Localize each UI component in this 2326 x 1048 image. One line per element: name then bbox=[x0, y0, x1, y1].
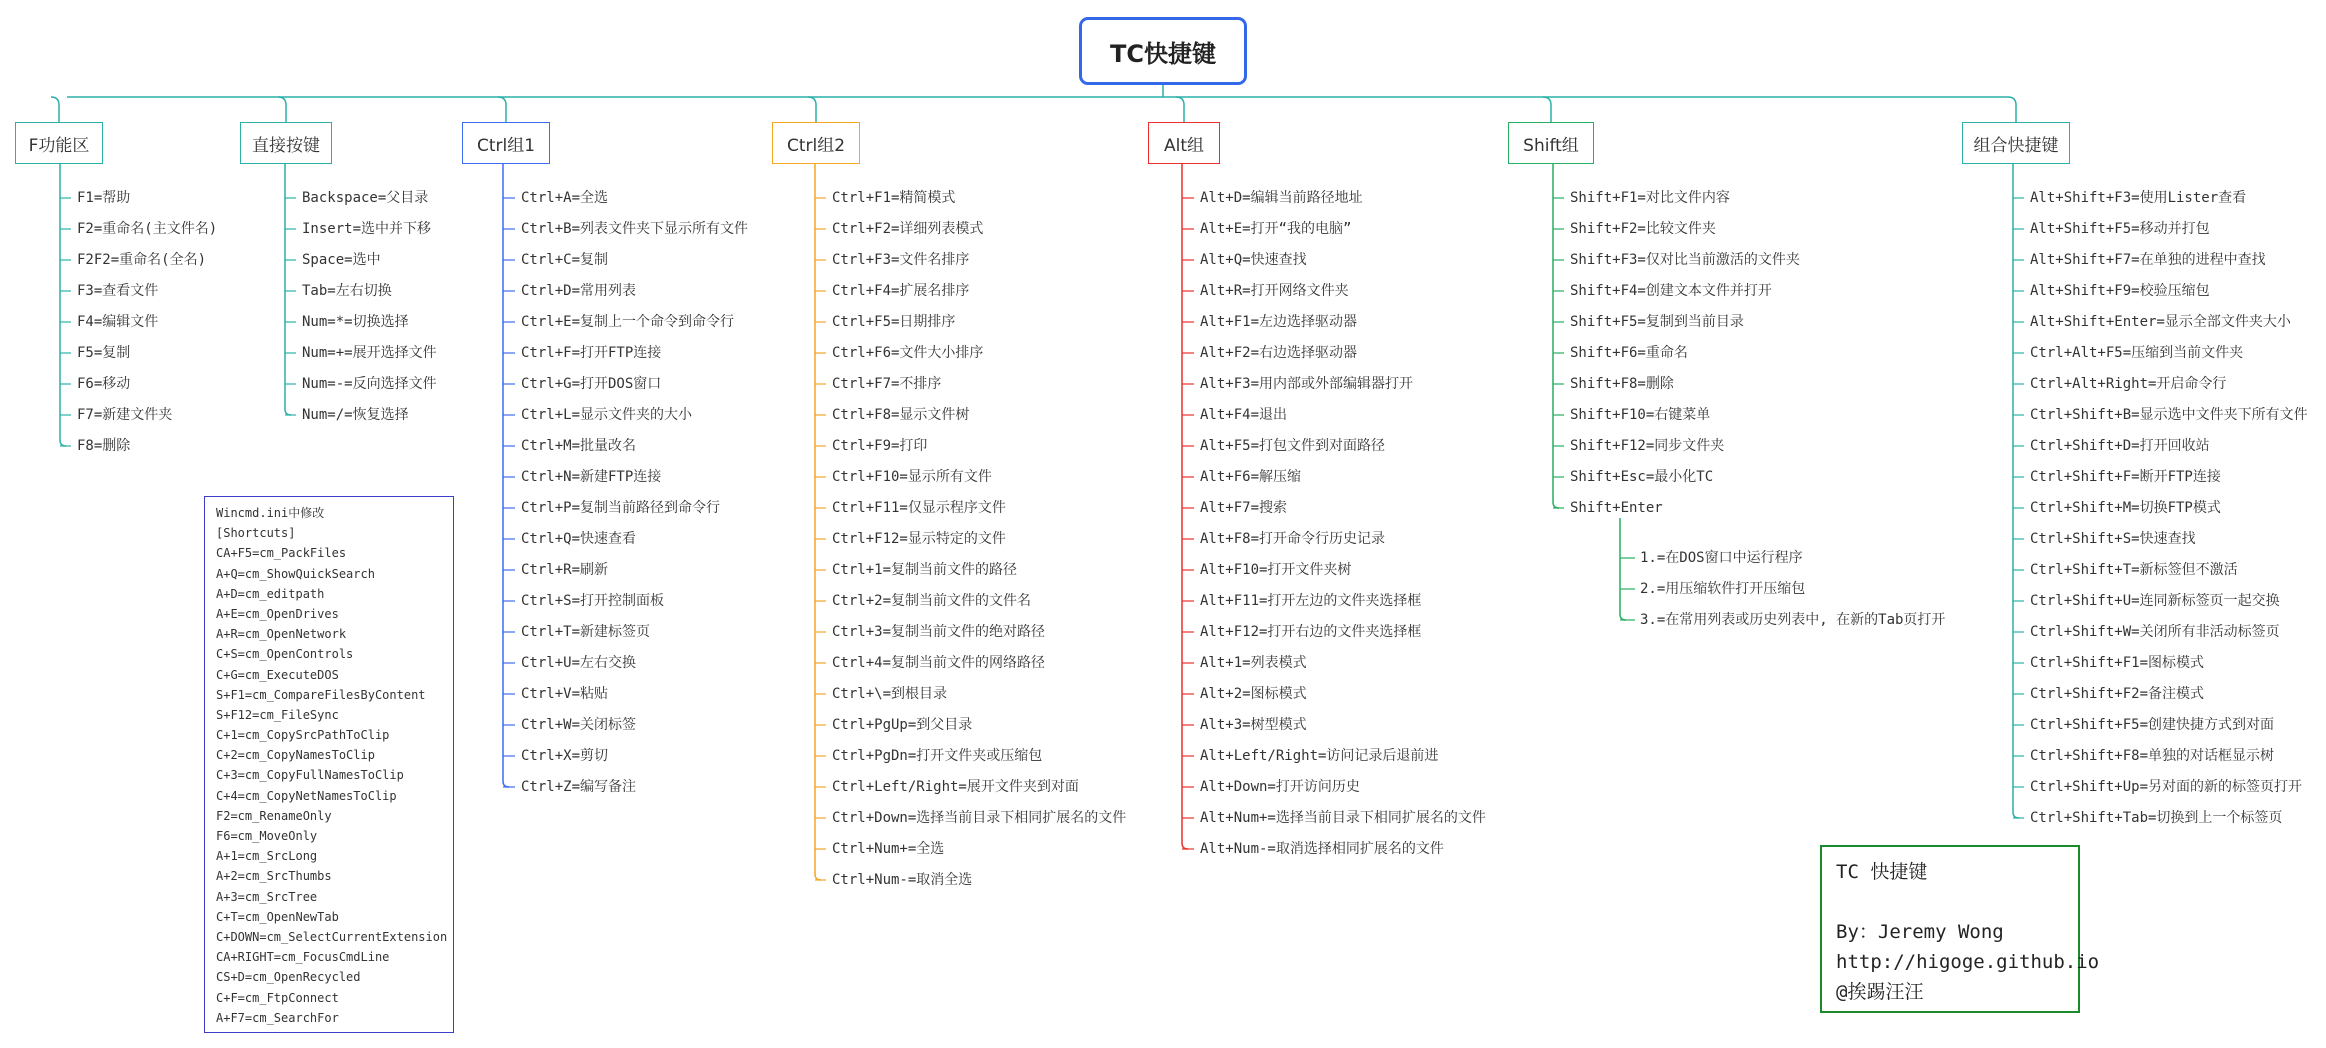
leaf-item[interactable]: Ctrl+2=复制当前文件的文件名 bbox=[832, 593, 1032, 609]
leaf-item[interactable]: Ctrl+W=关闭标签 bbox=[521, 717, 637, 733]
note-line: C+F=cm_FtpConnect bbox=[216, 990, 339, 1005]
leaf-item[interactable]: Alt+F5=打包文件到对面路径 bbox=[1200, 438, 1386, 454]
shift-branch bbox=[1543, 97, 1551, 122]
leaf-item[interactable]: Ctrl+F8=显示文件树 bbox=[832, 407, 970, 423]
leaf-item[interactable]: Ctrl+M=批量改名 bbox=[521, 438, 637, 454]
credit-author: By：Jeremy Wong bbox=[1836, 921, 2004, 943]
group-node-combo[interactable]: 组合快捷键 bbox=[1962, 122, 2070, 164]
note-line: C+2=cm_CopyNamesToClip bbox=[216, 748, 375, 763]
leaf-item[interactable]: Alt+Shift+F7=在单独的进程中查找 bbox=[2030, 252, 2266, 268]
note-line: C+T=cm_OpenNewTab bbox=[216, 909, 339, 924]
leaf-item[interactable]: Alt+Left/Right=访问记录后退前进 bbox=[1200, 748, 1439, 764]
f-spine bbox=[60, 164, 66, 446]
leaf-item[interactable]: Ctrl+L=显示文件夹的大小 bbox=[521, 407, 693, 423]
leaf-item[interactable]: Ctrl+F3=文件名排序 bbox=[832, 252, 970, 268]
credit-title: TC 快捷键 bbox=[1836, 861, 1928, 883]
shift-enter-spine bbox=[1620, 518, 1626, 620]
leaf-item[interactable]: Ctrl+F=打开FTP连接 bbox=[521, 345, 662, 361]
leaf-item[interactable]: Ctrl+Down=选择当前目录下相同扩展名的文件 bbox=[832, 810, 1127, 826]
leaf-item[interactable]: Ctrl+Shift+F=断开FTP连接 bbox=[2030, 469, 2221, 485]
leaf-item[interactable]: Ctrl+Shift+W=关闭所有非活动标签页 bbox=[2030, 624, 2280, 640]
leaf-item[interactable]: Alt+F10=打开文件夹树 bbox=[1200, 562, 1352, 578]
leaf-item[interactable]: Ctrl+Shift+F1=图标模式 bbox=[2030, 655, 2205, 671]
leaf-item[interactable]: Ctrl+N=新建FTP连接 bbox=[521, 469, 662, 485]
leaf-item[interactable]: F4=编辑文件 bbox=[77, 314, 159, 330]
leaf-item[interactable]: Ctrl+F11=仅显示程序文件 bbox=[832, 500, 1006, 516]
leaf-item[interactable]: Alt+F8=打开命令行历史记录 bbox=[1200, 531, 1386, 547]
note-line: CA+RIGHT=cm_FocusCmdLine bbox=[216, 950, 390, 965]
note-line: A+3=cm_SrcTree bbox=[216, 889, 318, 904]
leaf-item[interactable]: F2F2=重命名(全名) bbox=[77, 252, 207, 268]
alt-spine bbox=[1182, 164, 1188, 849]
leaf-item[interactable]: Ctrl+G=打开DOS窗口 bbox=[521, 376, 662, 392]
leaf-item[interactable]: Ctrl+F9=打印 bbox=[832, 438, 928, 454]
leaf-item[interactable]: Alt+F1=左边选择驱动器 bbox=[1200, 314, 1358, 330]
leaf-item[interactable]: Ctrl+Shift+Up=另对面的新的标签页打开 bbox=[2030, 779, 2303, 795]
note-line: C+DOWN=cm_SelectCurrentExtension bbox=[216, 929, 448, 944]
note-line: C+S=cm_OpenControls bbox=[216, 647, 354, 662]
leaf-item[interactable]: Ctrl+F5=日期排序 bbox=[832, 314, 956, 330]
note-line: A+D=cm_editpath bbox=[216, 586, 325, 601]
direct-branch bbox=[278, 97, 286, 122]
leaf-item[interactable]: Num=-=反向选择文件 bbox=[302, 376, 437, 392]
leaf-item[interactable]: Shift+F2=比较文件夹 bbox=[1570, 221, 1716, 237]
leaf-item[interactable]: F8=删除 bbox=[77, 438, 131, 454]
leaf-item[interactable]: Ctrl+Shift+U=连同新标签页一起交换 bbox=[2030, 593, 2280, 609]
note-line: CA+F5=cm_PackFiles bbox=[216, 546, 347, 561]
ctrl2-spine bbox=[815, 164, 821, 880]
note-line: CS+D=cm_OpenRecycled bbox=[216, 970, 361, 985]
credit-box bbox=[1820, 845, 2100, 1013]
note-line: S+F1=cm_CompareFilesByContent bbox=[216, 687, 426, 702]
group-node-alt[interactable]: Alt组 bbox=[1148, 122, 1220, 164]
leaf-item[interactable]: Alt+F12=打开右边的文件夹选择框 bbox=[1200, 624, 1422, 640]
leaf-item[interactable]: Ctrl+D=常用列表 bbox=[521, 283, 637, 299]
leaf-item[interactable]: Shift+F5=复制到当前目录 bbox=[1570, 314, 1744, 330]
note-line: Wincmd.ini中修改 bbox=[216, 506, 325, 520]
leaf-item[interactable]: Ctrl+PgDn=打开文件夹或压缩包 bbox=[832, 748, 1043, 764]
leaf-item[interactable]: Ctrl+F7=不排序 bbox=[832, 376, 942, 392]
leaf-item[interactable]: Alt+F7=搜索 bbox=[1200, 500, 1288, 516]
leaf-item[interactable]: Alt+Num-=取消选择相同扩展名的文件 bbox=[1200, 841, 1444, 857]
leaf-item[interactable]: Ctrl+Shift+Tab=切换到上一个标签页 bbox=[2030, 810, 2283, 826]
f-branch bbox=[51, 97, 59, 122]
leaf-item[interactable]: Shift+Esc=最小化TC bbox=[1570, 469, 1714, 485]
leaf-item[interactable]: F1=帮助 bbox=[77, 190, 131, 206]
combo-spine bbox=[2013, 164, 2019, 818]
leaf-item[interactable]: Alt+Q=快速查找 bbox=[1200, 252, 1307, 268]
leaf-item[interactable]: Backspace=父目录 bbox=[302, 190, 429, 206]
leaf-item[interactable]: F7=新建文件夹 bbox=[77, 407, 173, 423]
group-node-ctrl1[interactable]: Ctrl组1 bbox=[462, 122, 550, 164]
sub-leaf-item[interactable]: 1.=在DOS窗口中运行程序 bbox=[1640, 550, 1803, 566]
note-line: F6=cm_MoveOnly bbox=[216, 829, 318, 843]
leaf-item[interactable]: Alt+3=树型模式 bbox=[1200, 717, 1307, 733]
leaf-item[interactable]: Alt+1=列表模式 bbox=[1200, 655, 1307, 671]
leaf-item[interactable]: F6=移动 bbox=[77, 376, 131, 392]
leaf-item[interactable]: Shift+F6=重命名 bbox=[1570, 345, 1688, 361]
leaf-item[interactable]: Ctrl+Num+=全选 bbox=[832, 841, 945, 857]
leaf-item[interactable]: Ctrl+Alt+Right=开启命令行 bbox=[2030, 376, 2227, 392]
leaf-item[interactable]: Shift+F10=右键菜单 bbox=[1570, 407, 1711, 423]
root-node[interactable]: TC快捷键 bbox=[1079, 17, 1247, 85]
leaf-item[interactable]: Ctrl+F6=文件大小排序 bbox=[832, 345, 984, 361]
note-line: A+E=cm_OpenDrives bbox=[216, 606, 339, 621]
leaf-item[interactable]: Ctrl+X=剪切 bbox=[521, 748, 609, 764]
leaf-item[interactable]: Ctrl+C=复制 bbox=[521, 252, 609, 268]
note-line: [Shortcuts] bbox=[216, 526, 296, 541]
leaf-item[interactable]: F2=重命名(主文件名) bbox=[77, 221, 218, 237]
leaf-item[interactable]: Alt+Num+=选择当前目录下相同扩展名的文件 bbox=[1200, 810, 1486, 826]
note-line: A+Q=cm_ShowQuickSearch bbox=[216, 566, 375, 581]
leaf-item[interactable]: Ctrl+Num-=取消全选 bbox=[832, 872, 973, 888]
alt-branch bbox=[1176, 97, 1184, 122]
leaf-item[interactable]: Alt+Shift+F9=校验压缩包 bbox=[2030, 283, 2210, 299]
leaf-item[interactable]: Ctrl+Shift+M=切换FTP模式 bbox=[2030, 500, 2221, 516]
leaf-item[interactable]: Shift+Enter bbox=[1570, 500, 1663, 516]
leaf-item[interactable]: Alt+Shift+F3=使用Lister查看 bbox=[2030, 190, 2247, 206]
leaf-item[interactable]: Ctrl+E=复制上一个命令到命令行 bbox=[521, 314, 735, 330]
leaf-item[interactable]: F3=查看文件 bbox=[77, 283, 159, 299]
leaf-item[interactable]: Ctrl+B=列表文件夹下显示所有文件 bbox=[521, 221, 749, 237]
leaf-item[interactable]: Ctrl+\=到根目录 bbox=[832, 686, 948, 702]
leaf-item[interactable]: Insert=选中并下移 bbox=[302, 221, 432, 237]
leaf-item[interactable]: Ctrl+Shift+F2=备注模式 bbox=[2030, 686, 2205, 702]
leaf-item[interactable]: Alt+R=打开网络文件夹 bbox=[1200, 283, 1349, 299]
leaf-item[interactable]: Ctrl+F1=精简模式 bbox=[832, 190, 956, 206]
note-line: A+F7=cm_SearchFor bbox=[216, 1010, 339, 1025]
leaf-item[interactable]: Ctrl+Alt+F5=压缩到当前文件夹 bbox=[2030, 345, 2244, 361]
leaf-item[interactable]: Tab=左右切换 bbox=[302, 283, 392, 299]
leaf-item[interactable]: Ctrl+Shift+D=打开回收站 bbox=[2030, 438, 2210, 454]
leaf-item[interactable]: Ctrl+Shift+S=快速查找 bbox=[2030, 531, 2196, 547]
leaf-item[interactable]: Ctrl+S=打开控制面板 bbox=[521, 593, 665, 609]
note-line: A+2=cm_SrcThumbs bbox=[216, 869, 332, 884]
leaf-item[interactable]: Ctrl+A=全选 bbox=[521, 190, 609, 206]
ctrl1-branch bbox=[498, 97, 506, 122]
leaf-item[interactable]: Alt+Shift+Enter=显示全部文件夹大小 bbox=[2030, 314, 2291, 330]
credit-handle: @挨踢汪汪 bbox=[1836, 981, 1924, 1003]
leaf-item[interactable]: Ctrl+P=复制当前路径到命令行 bbox=[521, 500, 721, 516]
leaf-item[interactable]: Ctrl+U=左右交换 bbox=[521, 655, 637, 671]
leaf-item[interactable]: Alt+F3=用内部或外部编辑器打开 bbox=[1200, 376, 1414, 392]
leaf-item[interactable]: Alt+F6=解压缩 bbox=[1200, 469, 1302, 485]
leaf-item[interactable]: Alt+D=编辑当前路径地址 bbox=[1200, 190, 1363, 206]
leaf-item[interactable]: Ctrl+Q=快速查看 bbox=[521, 531, 637, 547]
group-node-f[interactable]: F功能区 bbox=[15, 122, 103, 164]
leaf-item[interactable]: Alt+Shift+F5=移动并打包 bbox=[2030, 221, 2210, 237]
note-line: A+1=cm_SrcLong bbox=[216, 849, 318, 864]
leaf-item[interactable]: Shift+F4=创建文本文件并打开 bbox=[1570, 283, 1772, 299]
leaf-item[interactable]: Alt+E=打开“我的电脑” bbox=[1200, 221, 1352, 237]
leaf-item[interactable]: Shift+F3=仅对比当前激活的文件夹 bbox=[1570, 252, 1800, 268]
leaf-item[interactable]: Ctrl+Left/Right=展开文件夹到对面 bbox=[832, 779, 1079, 795]
note-line: C+3=cm_CopyFullNamesToClip bbox=[216, 768, 404, 783]
leaf-item[interactable]: Alt+Down=打开访问历史 bbox=[1200, 779, 1360, 795]
note-line: S+F12=cm_FileSync bbox=[216, 707, 339, 722]
leaf-item[interactable]: Ctrl+R=刷新 bbox=[521, 562, 609, 578]
leaf-item[interactable]: Num=/=恢复选择 bbox=[302, 407, 409, 423]
leaf-item[interactable]: Ctrl+F2=详细列表模式 bbox=[832, 221, 984, 237]
leaf-item[interactable]: Shift+F8=删除 bbox=[1570, 376, 1674, 392]
leaf-item[interactable]: Ctrl+4=复制当前文件的网络路径 bbox=[832, 655, 1046, 671]
leaf-item[interactable]: Alt+F2=右边选择驱动器 bbox=[1200, 345, 1358, 361]
note-line: F2=cm_RenameOnly bbox=[216, 808, 332, 823]
group-node-shift[interactable]: Shift组 bbox=[1508, 122, 1594, 164]
leaf-item[interactable]: Ctrl+T=新建标签页 bbox=[521, 624, 651, 640]
leaf-item[interactable]: Ctrl+Shift+B=显示选中文件夹下所有文件 bbox=[2030, 407, 2308, 423]
leaf-item[interactable]: F5=复制 bbox=[77, 345, 131, 361]
note-line: A+R=cm_OpenNetwork bbox=[216, 627, 347, 642]
sub-leaf-item[interactable]: 2.=用压缩软件打开压缩包 bbox=[1640, 581, 1806, 597]
leaf-item[interactable]: Ctrl+F12=显示特定的文件 bbox=[832, 531, 1006, 547]
combo-branch bbox=[2008, 97, 2016, 122]
note-line: C+4=cm_CopyNetNamesToClip bbox=[216, 788, 397, 803]
leaf-item[interactable]: Ctrl+V=粘贴 bbox=[521, 686, 609, 702]
leaf-item[interactable]: Space=选中 bbox=[302, 252, 381, 268]
leaf-item[interactable]: Ctrl+3=复制当前文件的绝对路径 bbox=[832, 624, 1046, 640]
wincmd-ini-note bbox=[204, 496, 454, 1033]
credit-url[interactable]: http://higoge.github.io bbox=[1836, 951, 2100, 973]
leaf-item[interactable]: Ctrl+Shift+F5=创建快捷方式到对面 bbox=[2030, 717, 2275, 733]
note-line: C+1=cm_CopySrcPathToClip bbox=[216, 728, 390, 743]
leaf-item[interactable]: Ctrl+F10=显示所有文件 bbox=[832, 469, 992, 485]
sub-leaf-item[interactable]: 3.=在常用列表或历史列表中, 在新的Tab页打开 bbox=[1640, 612, 1946, 628]
leaf-item[interactable]: Alt+F4=退出 bbox=[1200, 407, 1288, 423]
leaf-item[interactable]: Ctrl+Z=编写备注 bbox=[521, 779, 637, 795]
leaf-item[interactable]: Alt+F11=打开左边的文件夹选择框 bbox=[1200, 593, 1422, 609]
leaf-item[interactable]: Num=*=切换选择 bbox=[302, 314, 409, 330]
note-line: C+G=cm_ExecuteDOS bbox=[216, 667, 339, 682]
shift-spine bbox=[1553, 164, 1559, 508]
group-node-ctrl2[interactable]: Ctrl组2 bbox=[772, 122, 860, 164]
leaf-item[interactable]: Ctrl+1=复制当前文件的路径 bbox=[832, 562, 1018, 578]
leaf-item[interactable]: Ctrl+Shift+F8=单独的对话框显示树 bbox=[2030, 748, 2275, 764]
direct-spine bbox=[285, 164, 291, 415]
ctrl2-branch bbox=[808, 97, 816, 122]
leaf-item[interactable]: Alt+2=图标模式 bbox=[1200, 686, 1307, 702]
leaf-item[interactable]: Ctrl+F4=扩展名排序 bbox=[832, 283, 970, 299]
leaf-item[interactable]: Ctrl+PgUp=到父目录 bbox=[832, 717, 973, 733]
leaf-item[interactable]: Shift+F1=对比文件内容 bbox=[1570, 190, 1730, 206]
leaf-item[interactable]: Shift+F12=同步文件夹 bbox=[1570, 438, 1725, 454]
leaf-item[interactable]: Num=+=展开选择文件 bbox=[302, 345, 437, 361]
group-node-direct[interactable]: 直接按键 bbox=[240, 122, 332, 164]
leaf-item[interactable]: Ctrl+Shift+T=新标签但不激活 bbox=[2030, 562, 2238, 578]
